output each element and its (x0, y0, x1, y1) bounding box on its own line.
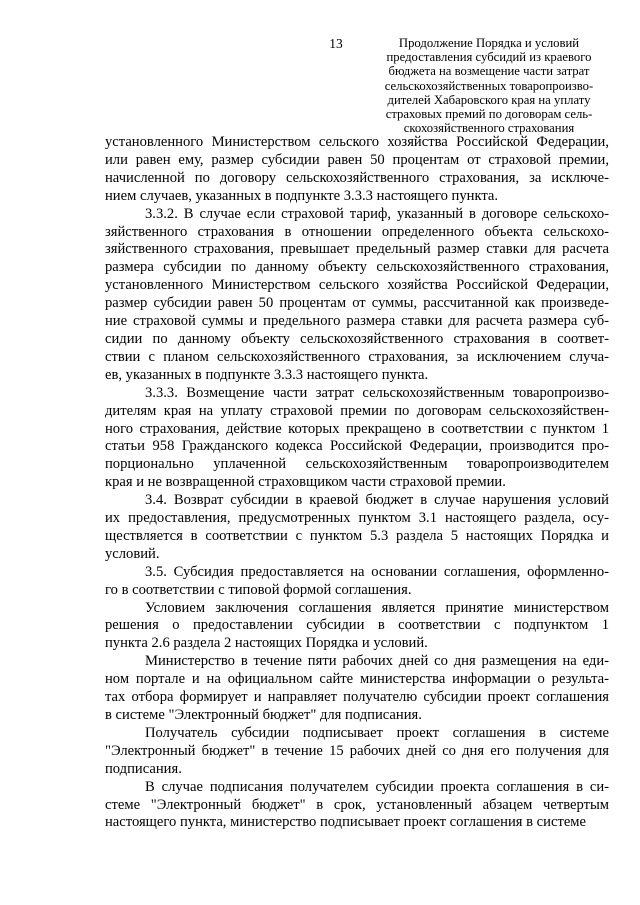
header-line: бюджета на возмещение части затрат (388, 64, 590, 79)
header-line: дителей Хабаровского края на уплату (387, 92, 591, 107)
paragraph-line: решения о предоставлении субсидии в соответствии с подпунктом 1 (105, 617, 609, 634)
paragraph (105, 600, 609, 654)
paragraph-line: Условием заключения соглашения является принятие министерством (145, 599, 609, 616)
paragraph (105, 725, 609, 779)
paragraph-line: установленного Министерством сельского хозяйства Российской Федерации, (105, 134, 609, 150)
paragraph-line: пункта 2.6 раздела 2 настоящих Порядка и условий. (105, 635, 428, 652)
document-continuation-header (372, 36, 606, 135)
paragraph-line: подписания. (105, 760, 182, 777)
paragraph-line: сидии по данному объекту сельскохозяйственного страхования в соответ- (105, 330, 609, 347)
paragraph-line: 3.5. Субсидия предоставляется на основании соглашения, оформленно- (145, 563, 609, 580)
paragraph-line: Получатель субсидии подписывает проект соглашения в системе (145, 724, 609, 741)
paragraph-line: в системе "Электронный бюджет" для подписания. (105, 707, 422, 723)
paragraph-line: установленного Министерством сельского хозяйства Российской Федерации, (105, 277, 609, 294)
paragraph-line: 3.4. Возврат субсидии в краевой бюджет в случае нарушения условий (145, 492, 609, 509)
paragraph-line: их предоставления, предусмотренных пунктом 3.1 настоящего раздела, осу- (105, 510, 609, 527)
paragraph-line: начисленной по договору сельскохозяйственного страхования, за исключе- (105, 169, 609, 186)
header-line: предоставления субсидий из краевого (386, 50, 592, 65)
document-body (105, 134, 609, 832)
paragraph-line: или равен ему, размер субсидии равен 50 процентам от страховой премии, (105, 151, 609, 168)
paragraph-line: условий. (105, 545, 160, 562)
paragraph-line: ного страхования, действие которых прекращено в соответствии с пунктом 1 (105, 420, 609, 437)
paragraph-line: зяйственного страхования, превышает предельный размер ставки для расчета (105, 241, 609, 258)
paragraph-line: края и не возвращенной страховщиком части страховой премии. (105, 474, 506, 491)
paragraph-line: ние страховой суммы и предельного размера ставки для расчета размера суб- (105, 313, 609, 330)
paragraph-line: настоящего пункта, министерство подписывает проект соглашения в системе (105, 814, 587, 831)
paragraph-line: го в соответствии с типовой формой соглашения. (105, 581, 412, 598)
paragraph-line: 3.3.2. В случае если страховой тариф, указанный в договоре сельскохо- (145, 205, 609, 222)
header-line: страховых премий по договорам сель- (385, 107, 593, 122)
page-number: 13 (329, 36, 343, 51)
header-line: скохозяйственного страхования (403, 121, 575, 136)
paragraph-line: ев, указанных в подпункте 3.3.3 настоящего пункта. (105, 366, 429, 383)
paragraph-line: ществляется в соответствии с пунктом 5.3 раздела 5 настоящих Порядка и (105, 527, 609, 544)
paragraph (105, 564, 609, 600)
paragraph (105, 134, 609, 206)
paragraph-line: Министерство в течение пяти рабочих дней со дня размещения на еди- (145, 653, 609, 670)
paragraph-line: нием случаев, указанных в подпункте 3.3.3 настоящего пункта. (105, 187, 499, 204)
paragraph (105, 779, 609, 833)
paragraph (105, 206, 609, 385)
paragraph-line: статьи 958 Гражданского кодекса Российской Федерации, производится про- (105, 438, 609, 455)
header-line: Продолжение Порядка и условий (398, 36, 580, 50)
paragraph-line: размера субсидии по данному объекту сельскохозяйственного страхования, (105, 259, 609, 276)
paragraph-line: В случае подписания получателем субсидии проекта соглашения в си- (145, 778, 609, 795)
paragraph (105, 492, 609, 564)
paragraph (105, 385, 609, 492)
header-line: сельскохозяйственных товаропроизво- (384, 78, 594, 93)
paragraph-line: порционально уплаченной сельскохозяйственным товаропроизводителем (105, 456, 609, 473)
paragraph-line: размер субсидии равен 50 процентам от суммы, рассчитанной как произведе- (105, 295, 609, 312)
paragraph-line: зяйственного страхования в отношении определенного объекта сельскохо- (105, 223, 609, 240)
paragraph-line: ствии с планом сельскохозяйственного страхования, за исключением случа- (105, 348, 609, 365)
paragraph-line: "Электронный бюджет" в течение 15 рабочих дней со дня его получения для (105, 742, 609, 759)
paragraph-line: тах отбора формирует и направляет получателю субсидии проект соглашения (105, 689, 609, 706)
paragraph-line: дителям края на уплату страховой премии по договорам сельскохозяйствен- (105, 402, 609, 419)
paragraph-line: ном портале и на официальном сайте министерства информации о результа- (105, 671, 609, 688)
paragraph (105, 653, 609, 725)
paragraph-line: 3.3.3. Возмещение части затрат сельскохозяйственным товаропроизво- (145, 384, 609, 401)
paragraph-line: стеме "Электронный бюджет" в срок, установленный абзацем четвертым (105, 796, 609, 813)
